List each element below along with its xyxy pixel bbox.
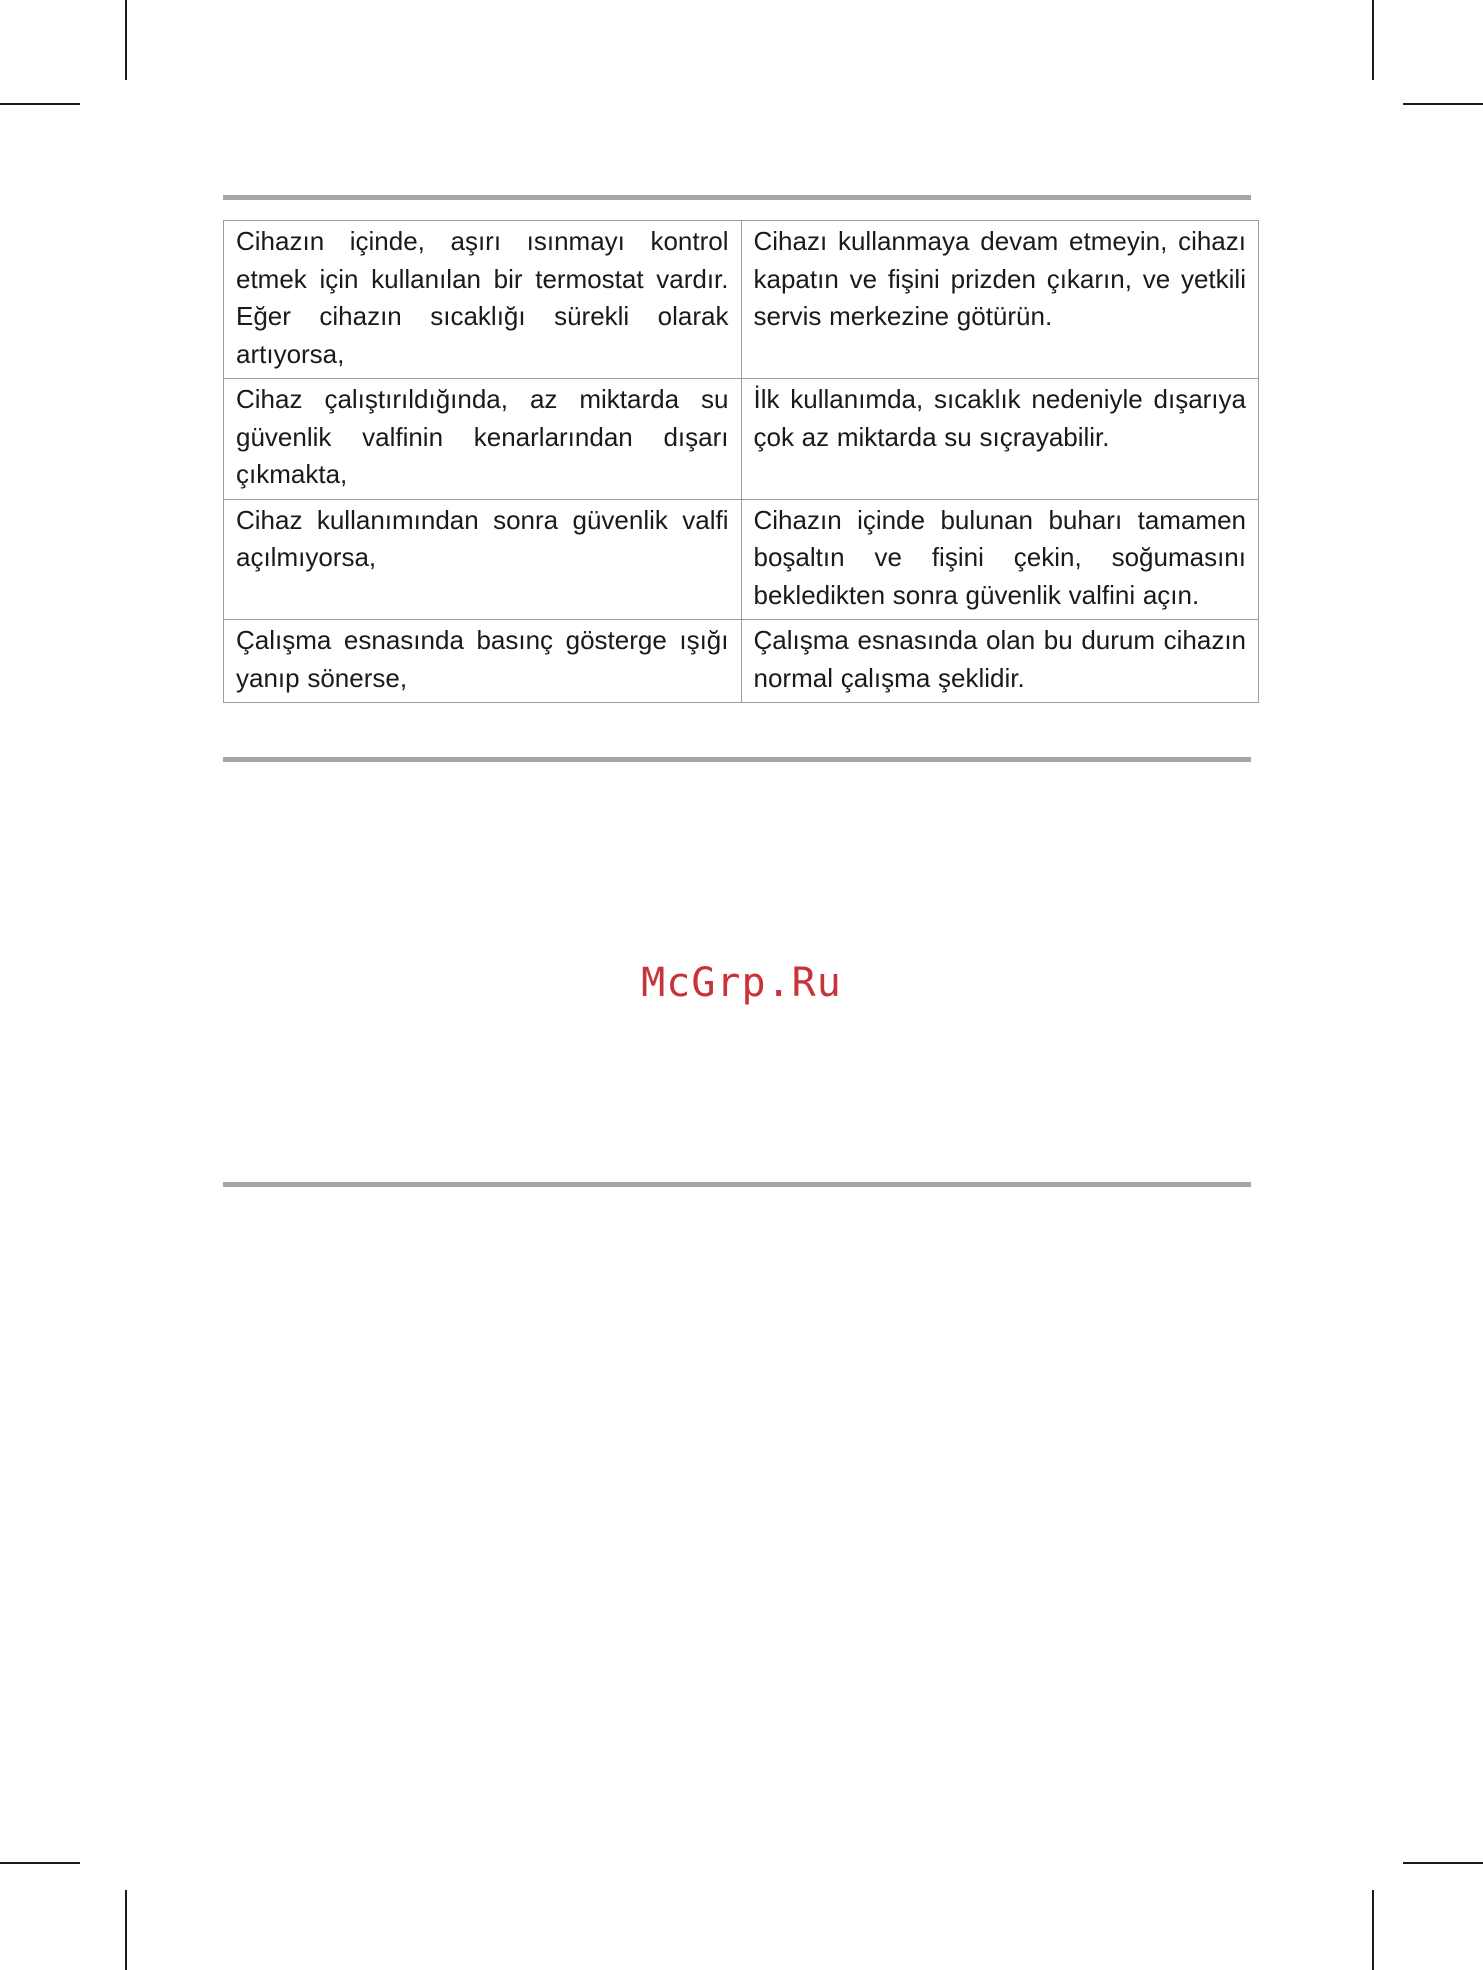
crop-mark-top-left-vertical [125,0,127,80]
problem-cell: Cihaz kullanımından sonra güvenlik valfi açılmıyorsa, [224,499,742,620]
table-row [224,620,1259,703]
watermark-text: McGrp.Ru [641,960,842,1006]
problem-cell: Cihazın içinde, aşırı ısınmayı kontrol etmek için kullanılan bir termostat vardır. Eğer cihazın sıcaklığı sürekli olarak artıyorsa, [224,221,742,379]
bottom-separator-rule [223,1182,1251,1187]
crop-mark-bottom-left-vertical [125,1890,127,1970]
middle-separator-rule [223,757,1251,762]
problem-cell: Cihaz çalıştırıldığında, az miktarda su güvenlik valfinin kenarlarından dışarı çıkmakta, [224,379,742,500]
crop-mark-top-right-horizontal [1403,103,1483,105]
table-row [224,379,1259,500]
problem-cell: Çalışma esnasında basınç gösterge ışığı yanıp sönerse, [224,620,742,703]
solution-cell: Çalışma esnasında olan bu durum cihazın normal çalışma şeklidir. [741,620,1259,703]
solution-cell: Cihazı kullanmaya devam etmeyin, cihazı kapatın ve fişini prizden çıkarın, ve yetkili servis merkezine götürün. [741,221,1259,379]
crop-mark-bottom-right-horizontal [1403,1862,1483,1864]
table-row [224,499,1259,620]
solution-cell: İlk kullanımda, sıcaklık nedeniyle dışarıya çok az miktarda su sıçrayabilir. [741,379,1259,500]
table-row [224,221,1259,379]
crop-mark-top-left-horizontal [0,103,80,105]
troubleshooting-table [223,220,1259,703]
crop-mark-bottom-right-vertical [1372,1890,1374,1970]
solution-cell: Cihazın içinde bulunan buharı tamamen boşaltın ve fişini çekin, soğumasını bekledikten sonra güvenlik valfini açın. [741,499,1259,620]
crop-mark-bottom-left-horizontal [0,1862,80,1864]
crop-mark-top-right-vertical [1372,0,1374,80]
top-separator-rule [223,195,1251,200]
